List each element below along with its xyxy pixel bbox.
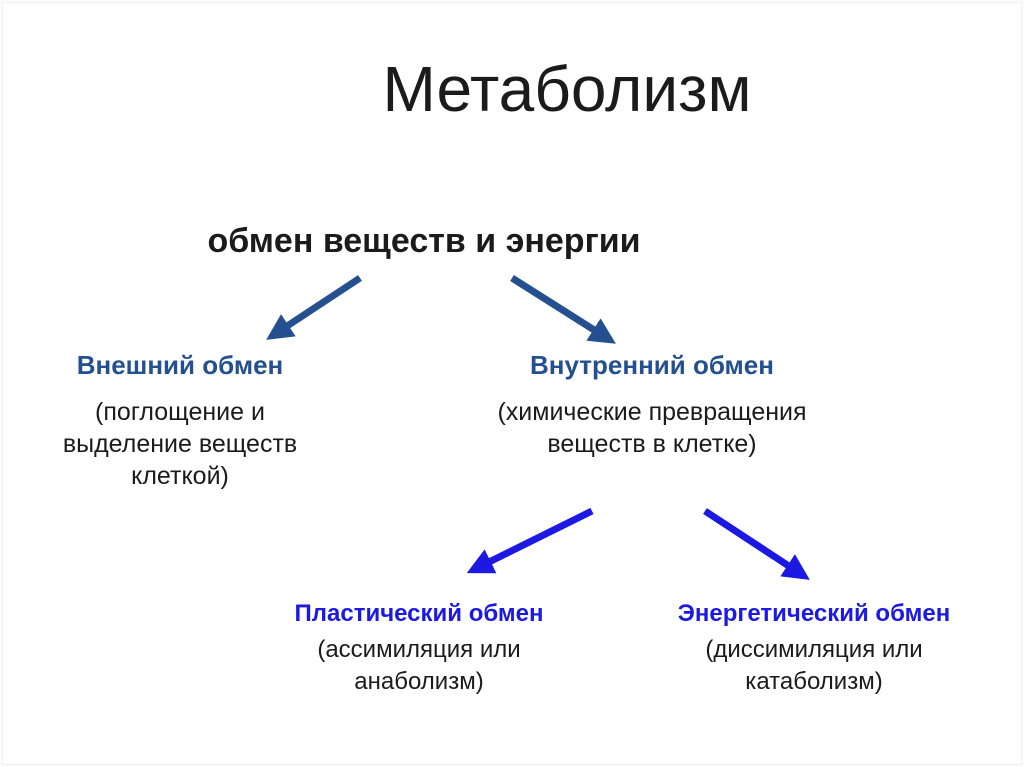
- arrow-root-to-internal: [512, 278, 610, 340]
- branch-energy-heading: Энергетический обмен: [677, 600, 951, 627]
- page-title: Метаболизм: [382, 53, 752, 125]
- arrow-root-to-external: [272, 278, 360, 336]
- description-line: (диссимиляция или: [705, 636, 923, 663]
- description-line: катаболизм): [745, 668, 883, 695]
- branch-plastic: [295, 600, 544, 698]
- description-line: клеткой): [131, 462, 229, 490]
- branch-internal-heading: Внутренний обмен: [530, 350, 774, 380]
- root-node-label: обмен веществ и энергии: [207, 222, 641, 260]
- description-line: (химические превращения: [497, 398, 807, 426]
- description-line: анаболизм): [354, 668, 484, 695]
- branch-external: [63, 350, 297, 492]
- branch-energy: [678, 600, 950, 698]
- branch-plastic-heading: Пластический обмен: [294, 600, 544, 627]
- description-line: (ассимиляция или: [317, 636, 521, 663]
- branch-internal: [497, 350, 806, 460]
- description-line: выделение веществ: [62, 430, 298, 458]
- branch-external-heading: Внешний обмен: [76, 350, 284, 380]
- arrow-internal-to-energy: [705, 511, 804, 576]
- description-line: (поглощение и: [95, 398, 265, 426]
- arrow-internal-to-plastic: [473, 511, 592, 570]
- branch-plastic-description: [295, 634, 544, 698]
- branch-external-description: [63, 396, 297, 492]
- branch-energy-description: [678, 634, 950, 698]
- branch-internal-description: [497, 396, 806, 460]
- description-line: веществ в клетке): [547, 430, 757, 458]
